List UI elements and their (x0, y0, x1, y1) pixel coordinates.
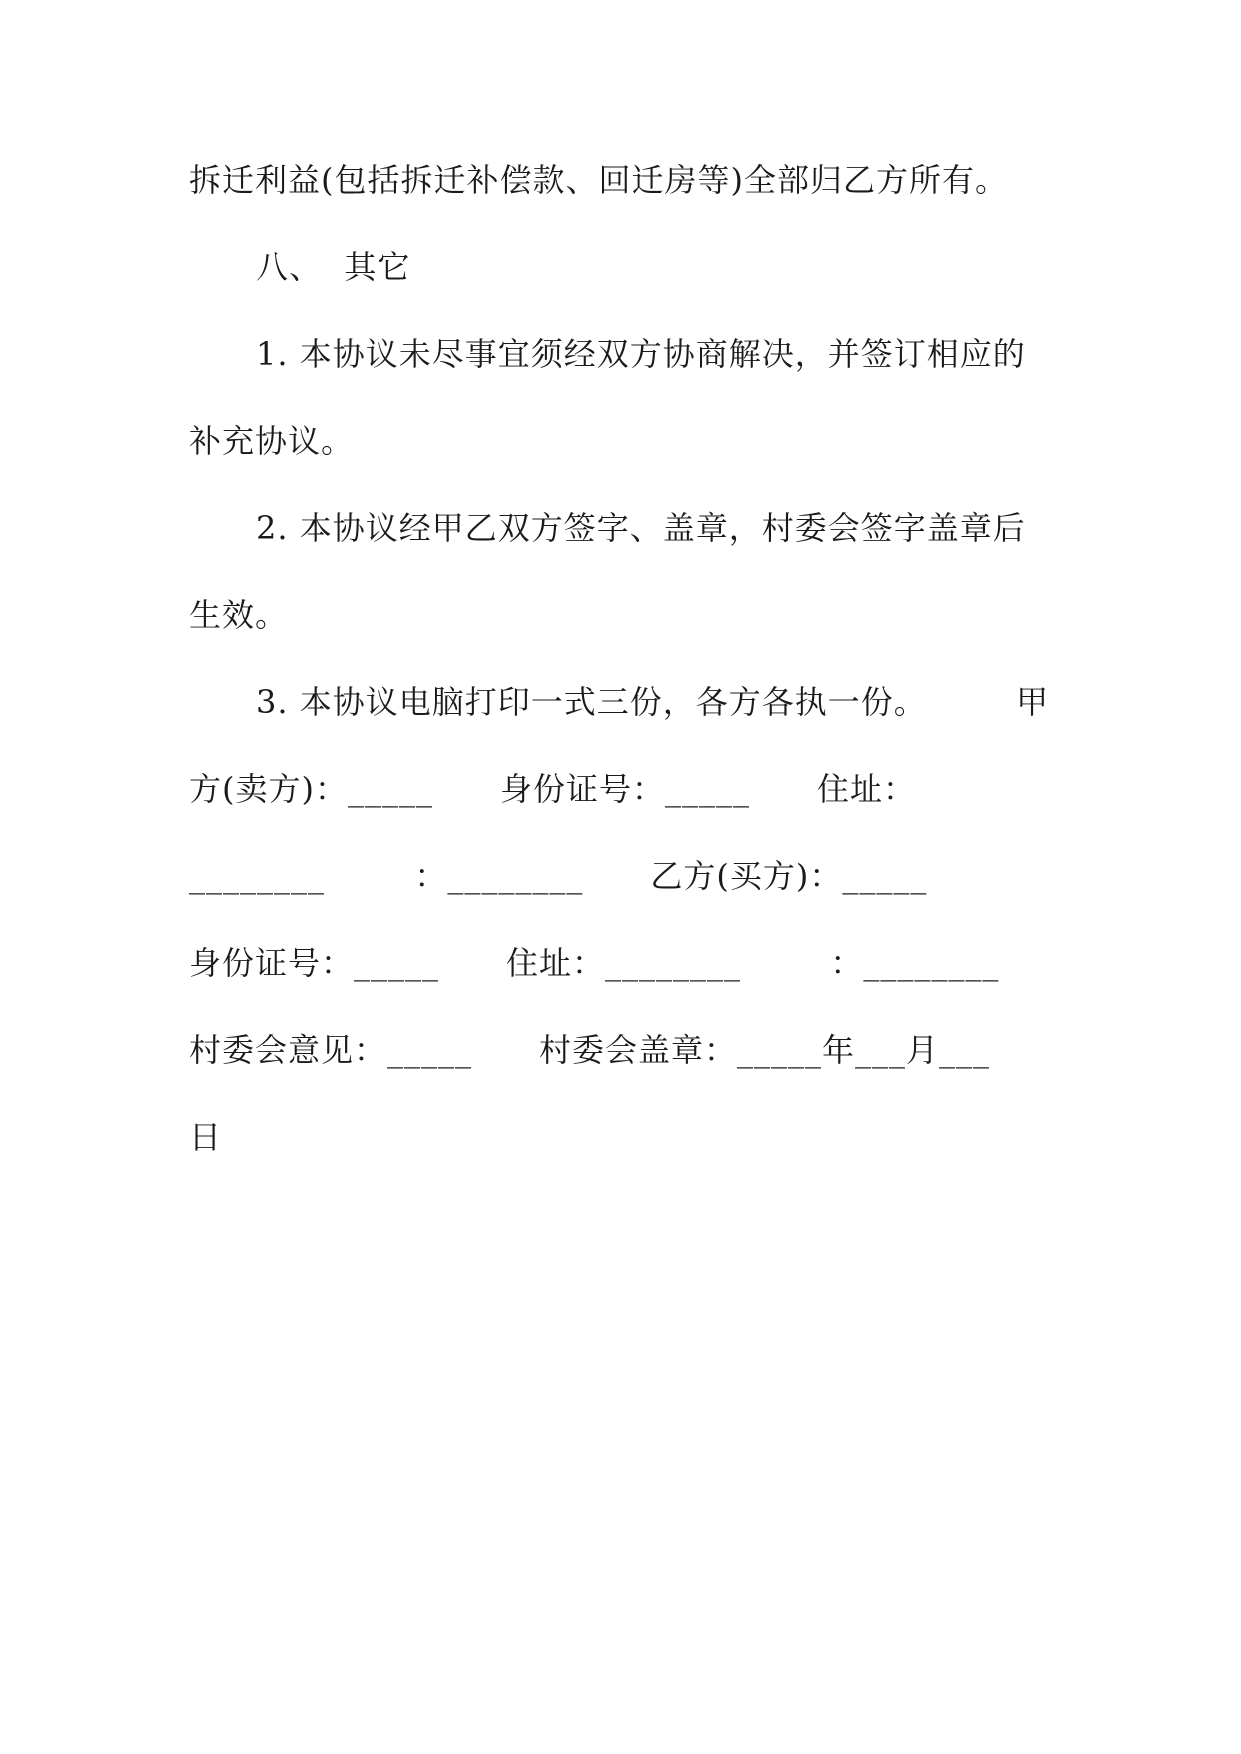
date-day-line: 日 (189, 1118, 223, 1156)
village-committee-line: 村委会意见：_____ 村委会盖章：_____年___月___ (189, 1031, 991, 1069)
clause-3-line-1: 3. 本协议电脑打印一式三份，各方各执一份。 甲 (256, 683, 1050, 721)
party-b-id-address-line: 身份证号：_____ 住址：________ ：________ (189, 944, 1000, 982)
clause-1-line-1: 1. 本协议未尽事宜须经双方协商解决，并签订相应的 (256, 335, 1026, 373)
section-heading-other: 八、 其它 (256, 248, 411, 286)
party-a-party-b-line: ________ ：________ 乙方(买方)：_____ (189, 857, 928, 895)
clause-1-line-2: 补充协议。 (189, 422, 355, 460)
party-a-signature-line: 方(卖方)：_____ 身份证号：_____ 住址： (189, 770, 917, 808)
clause-2-line-2: 生效。 (189, 596, 289, 634)
clause-2-line-1: 2. 本协议经甲乙双方签字、盖章，村委会签字盖章后 (256, 509, 1026, 547)
paragraph-demolition-benefits: 拆迁利益(包括拆迁补偿款、回迁房等)全部归乙方所有。 (189, 161, 1008, 199)
